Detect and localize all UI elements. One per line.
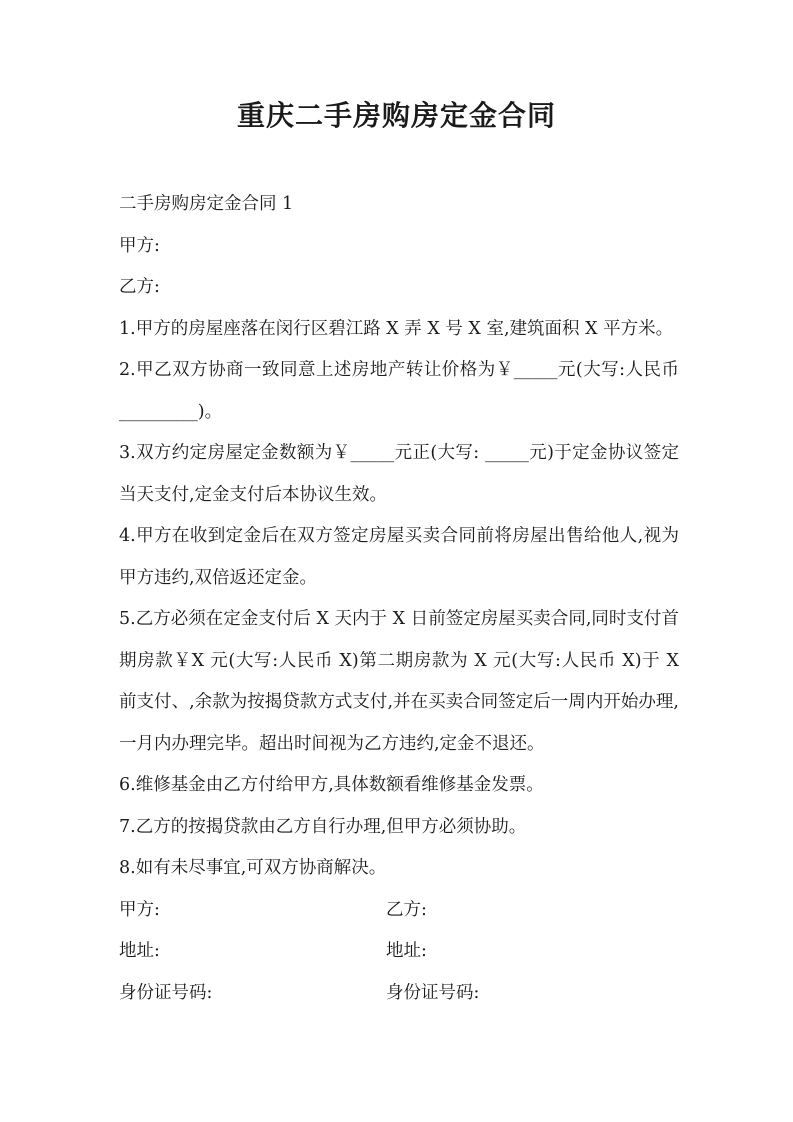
signature-address-a: 地址:: [119, 941, 160, 961]
signature-address-b: 地址:: [386, 941, 427, 961]
party-b-label: 乙方:: [119, 277, 160, 297]
clause-5: 5.乙方必须在定金支付后 X 天内于 X 日前签定房屋买卖合同,同时支付首期房款￥X 元(大写:人民币 X)第二期房款为 X 元(大写:人民币 X)于 X 前支付、,余款为按揭贷款方式支付,并在买卖合同签定后一周内开始办理,一月内办理完毕。超出时间视为乙方违约,定金不退还。: [119, 609, 679, 754]
document-body: [119, 184, 679, 1014]
party-a-label: 甲方:: [119, 235, 160, 256]
signature-party-a: 甲方:: [119, 899, 160, 920]
signature-party-b: 乙方:: [386, 899, 427, 920]
signature-id-b: 身份证号码:: [386, 982, 480, 1003]
clause-2: 2.甲乙双方协商一致同意上述房地产转让价格为￥_____元(大写:人民币_________)。: [119, 360, 679, 422]
clause-1: 1.甲方的房屋座落在闵行区碧江路 X 弄 X 号 X 室,建筑面积 X 平方米。: [119, 318, 674, 339]
signature-id-a: 身份证号码:: [119, 982, 213, 1003]
clause-7: 7.乙方的按揭贷款由乙方自行办理,但甲方必须协助。: [119, 816, 527, 837]
signature-row-party: [119, 890, 679, 932]
clause-8: 8.如有未尽事宜,可双方协商解决。: [119, 858, 387, 878]
signature-row-address: [119, 931, 679, 973]
contract-subtitle: 二手房购房定金合同 1: [119, 194, 294, 214]
clause-6: 6.维修基金由乙方付给甲方,具体数额看维修基金发票。: [119, 775, 544, 795]
clause-3: 3.双方约定房屋定金数额为￥_____元正(大写: _____元)于定金协议签定当天支付,定金支付后本协议生效。: [119, 443, 679, 505]
document-title: 重庆二手房购房定金合同: [236, 99, 556, 132]
clause-4: 4.甲方在收到定金后在双方签定房屋买卖合同前将房屋出售给他人,视为甲方违约,双倍返还定金。: [119, 526, 679, 588]
signature-row-id: [119, 973, 679, 1015]
